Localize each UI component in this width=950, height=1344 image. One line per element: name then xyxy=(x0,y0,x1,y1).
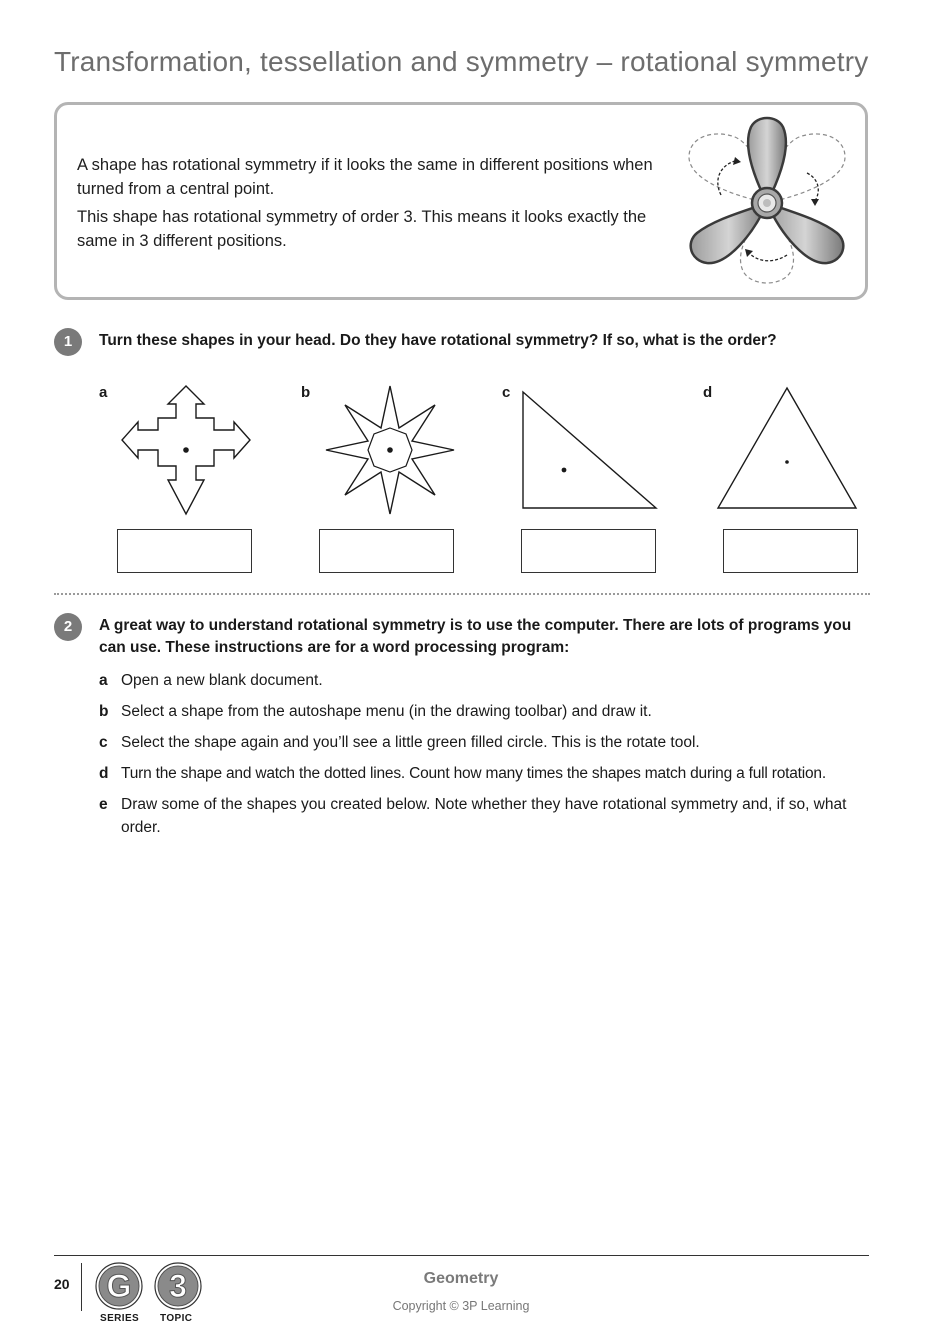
topic-caption: TOPIC xyxy=(160,1313,193,1324)
shape-a-label: a xyxy=(99,384,108,401)
list-item xyxy=(99,793,869,839)
list-item xyxy=(99,669,869,692)
footer-copyright: Copyright © 3P Learning xyxy=(392,1299,530,1313)
question-2-number: 2 xyxy=(54,613,82,641)
step-letter: c xyxy=(99,734,108,751)
list-item xyxy=(99,731,869,754)
instruction-list xyxy=(99,669,869,847)
series-letter: G xyxy=(106,1268,132,1304)
series-caption: SERIES xyxy=(100,1313,140,1324)
step-letter: a xyxy=(99,672,108,689)
answer-box-b[interactable] xyxy=(319,529,454,573)
topic-number: 3 xyxy=(169,1268,187,1304)
question-2-text: A great way to understand rotational symmetry is to use the computer. There are lots of programs you can use. These instructions are for a word processing program: xyxy=(99,617,852,656)
page-title: Transformation, tessellation and symmetry – rotational symmetry xyxy=(54,46,869,77)
right-triangle-shape xyxy=(521,390,659,512)
question-1-text: Turn these shapes in your head. Do they have rotational symmetry? If so, what is the order? xyxy=(99,332,777,349)
section-divider xyxy=(54,593,870,595)
step-text: Select the shape again and you’ll see a little green filled circle. This is the rotate tool. xyxy=(121,734,700,751)
eight-point-star-shape xyxy=(324,384,456,516)
arrow-cross-shape xyxy=(120,384,252,516)
fan-illustration xyxy=(683,115,851,287)
footer-rule xyxy=(54,1255,869,1256)
step-letter: b xyxy=(99,703,109,720)
page-number: 20 xyxy=(54,1276,70,1292)
step-text: Turn the shape and watch the dotted lines. Count how many times the shapes match during a full rotation. xyxy=(121,765,826,782)
shape-b-label: b xyxy=(301,384,311,401)
info-paragraph-1: A shape has rotational symmetry if it looks the same in different positions when turned from a central point. xyxy=(77,156,653,198)
question-1-number: 1 xyxy=(54,328,82,356)
shape-d-label: d xyxy=(703,384,713,401)
step-letter: e xyxy=(99,796,108,813)
info-box xyxy=(54,102,868,300)
step-text: Draw some of the shapes you created below. Note whether they have rotational symmetry and, if so, what order. xyxy=(121,796,847,836)
list-item xyxy=(99,700,869,723)
shape-c-label: c xyxy=(502,384,511,401)
answer-box-d[interactable] xyxy=(723,529,858,573)
list-item xyxy=(99,762,869,785)
footer-subject: Geometry xyxy=(423,1270,499,1287)
step-text: Select a shape from the autoshape menu (in the drawing toolbar) and draw it. xyxy=(121,703,652,720)
step-letter: d xyxy=(99,765,109,782)
step-text: Open a new blank document. xyxy=(121,672,323,689)
answer-box-a[interactable] xyxy=(117,529,252,573)
equilateral-triangle-shape xyxy=(716,386,858,512)
info-text xyxy=(77,153,657,257)
info-paragraph-2: This shape has rotational symmetry of order 3. This means it looks exactly the same in 3 different positions. xyxy=(77,208,647,250)
answer-box-c[interactable] xyxy=(521,529,656,573)
